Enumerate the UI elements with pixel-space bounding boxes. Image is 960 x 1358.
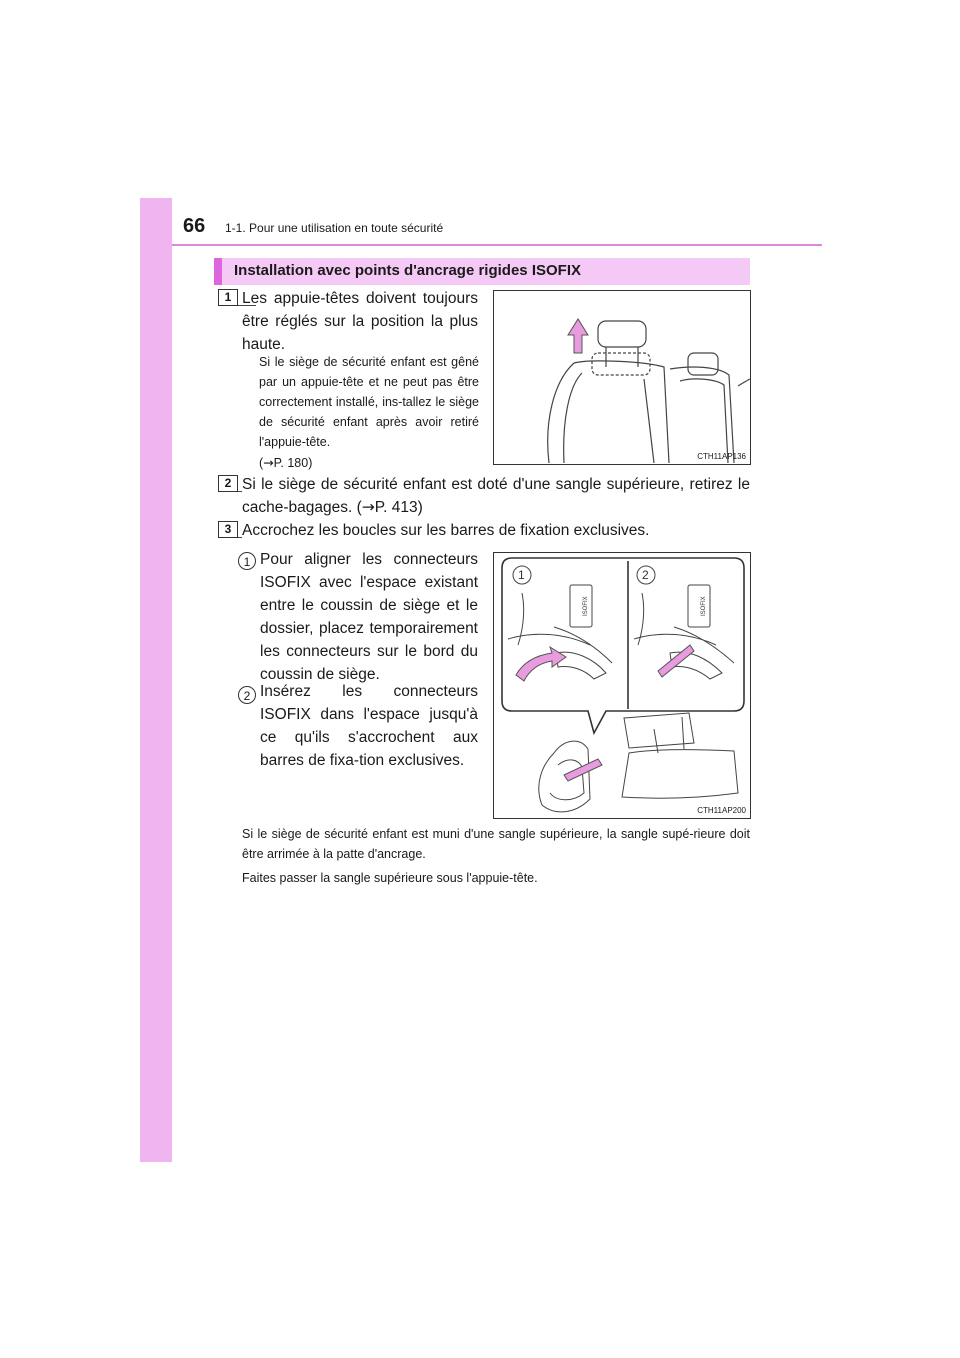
step-1-badge: 1 bbox=[218, 289, 238, 306]
figure-code: CTH11AP200 bbox=[697, 806, 746, 815]
step-3-badge: 3 bbox=[218, 521, 238, 538]
figure-panel-1-label: 1 bbox=[518, 568, 525, 582]
step-1-ref: (→P. 180) bbox=[259, 455, 313, 470]
page-number: 66 bbox=[183, 215, 206, 237]
step-2-badge: 2 bbox=[218, 475, 238, 492]
isofix-tag-2: ISOFIX bbox=[701, 596, 707, 616]
substep-2-text: Insérez les connecteurs ISOFIX dans l'espace jusqu'à ce qu'ils s'accrochent aux barres de fixa-tion exclusives. bbox=[260, 683, 478, 769]
section-header: 1-1. Pour une utilisation en toute sécurité bbox=[225, 221, 444, 235]
step-2-text: Si le siège de sécurité enfant est doté d'une sangle supérieure, retirez le cache-bagages. (→P. 413) bbox=[242, 476, 750, 516]
substep-1-marker: 1 bbox=[238, 552, 256, 570]
figure-code: CTH11AP136 bbox=[697, 452, 746, 461]
figure-panel-2-label: 2 bbox=[642, 568, 649, 582]
headrest-illustration bbox=[494, 291, 750, 464]
note-strap-routing: Faites passer la sangle supérieure sous l'appuie-tête. bbox=[242, 871, 538, 885]
substep-2-marker: 2 bbox=[238, 686, 256, 704]
isofix-figure bbox=[493, 552, 751, 819]
isofix-tag-1: ISOFIX bbox=[583, 596, 589, 616]
headrest-figure bbox=[493, 290, 751, 465]
isofix-illustration bbox=[494, 553, 750, 818]
step-1-text: Les appuie-têtes doivent toujours être réglés sur la position la plus haute. bbox=[242, 290, 478, 353]
note-top-strap: Si le siège de sécurité enfant est muni d'une sangle supérieure, la sangle supé-rieure doit être arrimée à la patte d'ancrage. bbox=[242, 827, 750, 861]
chapter-sidebar bbox=[140, 198, 172, 1162]
header-rule bbox=[172, 244, 822, 246]
step-3-text: Accrochez les boucles sur les barres de fixation exclusives. bbox=[242, 522, 650, 539]
section-title: Installation avec points d'ancrage rigides ISOFIX bbox=[234, 262, 581, 279]
substep-1-text: Pour aligner les connecteurs ISOFIX avec l'espace existant entre le coussin de siège et le dossier, placez temporairement les connecteurs sur le bord du coussin de siège. bbox=[260, 551, 478, 683]
section-title-bar bbox=[214, 258, 750, 285]
step-1-note: Si le siège de sécurité enfant est gêné par un appuie-tête et ne peut pas être correctement installé, ins-tallez le siège de sécurité enfant après avoir retiré l'appuie-tête. bbox=[259, 355, 479, 449]
